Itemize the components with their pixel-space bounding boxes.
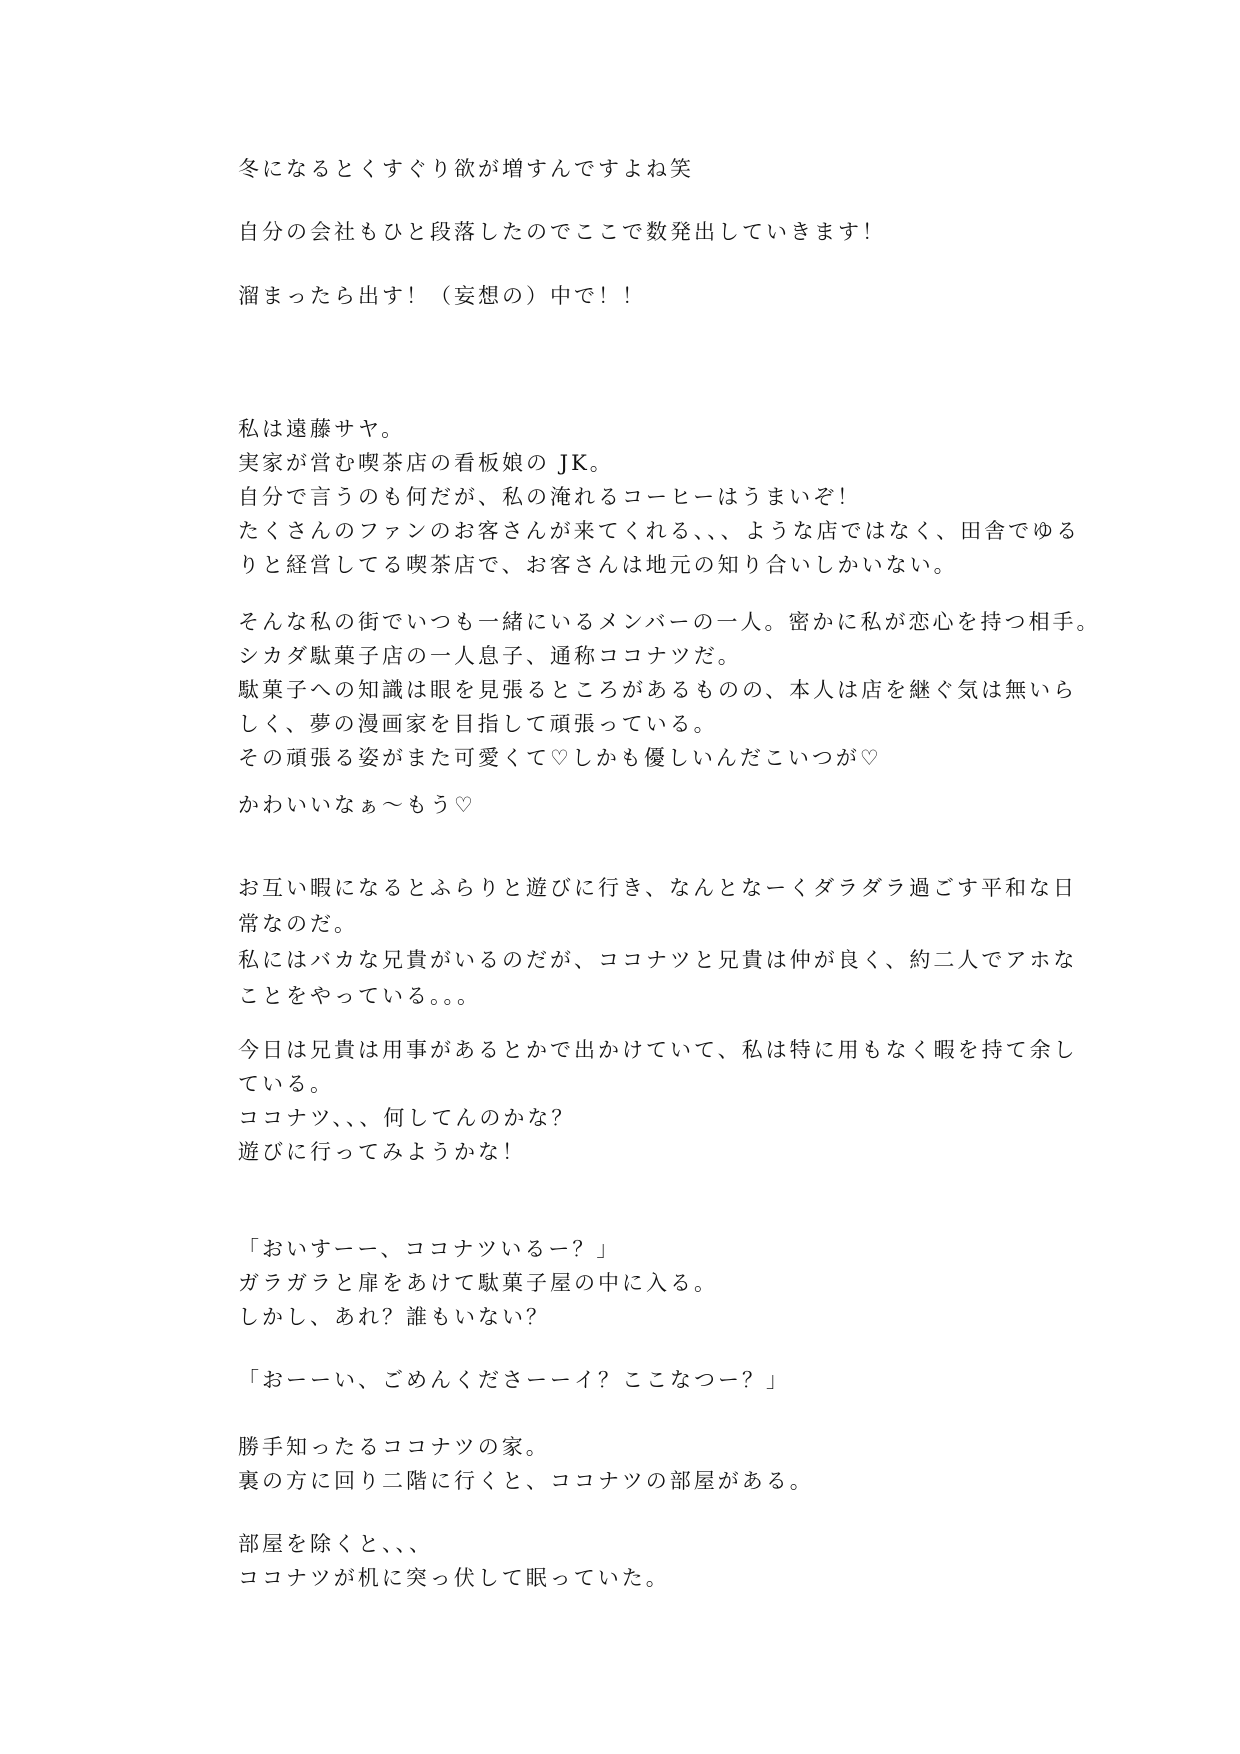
text-line: ことをやっている。。。 bbox=[238, 984, 481, 1008]
paragraph-4 bbox=[238, 1033, 1078, 1169]
paragraph-7 bbox=[238, 1430, 1018, 1498]
text-line: 「おいすーー、ココナツいるー？」 bbox=[238, 1237, 621, 1261]
text-line: ココナツが机に突っ伏して眠っていた。 bbox=[238, 1566, 670, 1590]
text-line: 私は遠藤サヤ。 bbox=[238, 417, 406, 441]
text-line: かわいいなぁ〜もう♡ bbox=[238, 793, 476, 817]
text-line: その頑張る姿がまた可愛くて♡しかも優しいんだこいつが♡ bbox=[238, 746, 882, 770]
text-line: 自分の会社もひと段落したのでここで数発出していきます！ bbox=[238, 220, 886, 244]
paragraph-5 bbox=[238, 1232, 1018, 1334]
text-line: そんな私の街でいつも一緒にいるメンバーの一人。密かに私が恋心を持つ相手。 bbox=[238, 610, 1101, 634]
paragraph-8 bbox=[238, 1527, 1018, 1595]
text-line: 遊びに行ってみようかな！ bbox=[238, 1140, 526, 1164]
text-line: ている。 bbox=[238, 1072, 334, 1096]
paragraph-2b bbox=[238, 788, 1018, 822]
text-line: シカダ駄菓子店の一人息子、通称ココナツだ。 bbox=[238, 644, 742, 668]
text-line: 溜まったら出す！（妄想の）中で！！ bbox=[238, 284, 646, 308]
text-line: たくさんのファンのお客さんが来てくれる、、、ような店ではなく、田舎でゆる bbox=[238, 519, 1081, 543]
text-line: 「おーーい、ごめんくださーーイ？ここなつー？」 bbox=[238, 1368, 790, 1392]
text-line: ココナツ、、、何してんのかな？ bbox=[238, 1106, 576, 1130]
text-line: しかし、あれ？誰もいない？ bbox=[238, 1305, 550, 1329]
text-line: りと経営してる喫茶店で、お客さんは地元の知り合いしかいない。 bbox=[238, 553, 958, 577]
text-line: 自分で言うのも何だが、私の淹れるコーヒーはうまいぞ！ bbox=[238, 485, 862, 509]
text-line: 今日は兄貴は用事があるとかで出かけていて、私は特に用もなく暇を持て余し bbox=[238, 1038, 1078, 1062]
text-line: 裏の方に回り二階に行くと、ココナツの部屋がある。 bbox=[238, 1469, 814, 1493]
paragraph-1 bbox=[238, 412, 1081, 582]
text-line: 部屋を除くと、、、 bbox=[238, 1532, 433, 1556]
text-line: 私にはバカな兄貴がいるのだが、ココナツと兄貴は仲が良く、約二人でアホな bbox=[238, 948, 1078, 972]
text-line: お互い暇になるとふらりと遊びに行き、なんとなーくダラダラ過ごす平和な日 bbox=[238, 876, 1077, 900]
paragraph-3 bbox=[238, 870, 1078, 1014]
intro-line-2 bbox=[238, 215, 1018, 249]
text-line: 実家が営む喫茶店の看板娘の JK。 bbox=[238, 451, 614, 475]
text-line: 常なのだ。 bbox=[238, 912, 358, 936]
text-line: 勝手知ったるココナツの家。 bbox=[238, 1435, 550, 1459]
paragraph-6 bbox=[238, 1363, 1018, 1397]
text-line: ガラガラと扉をあけて駄菓子屋の中に入る。 bbox=[238, 1271, 718, 1295]
text-line: しく、夢の漫画家を目指して頑張っている。 bbox=[238, 712, 718, 736]
intro-line-1 bbox=[238, 152, 1018, 186]
text-line: 駄菓子への知識は眼を見張るところがあるものの、本人は店を継ぐ気は無いら bbox=[238, 678, 1078, 702]
text-line: 冬になるとくすぐり欲が増すんですよね笑 bbox=[238, 157, 694, 181]
intro-line-3 bbox=[238, 279, 1018, 313]
paragraph-2 bbox=[238, 605, 1101, 775]
